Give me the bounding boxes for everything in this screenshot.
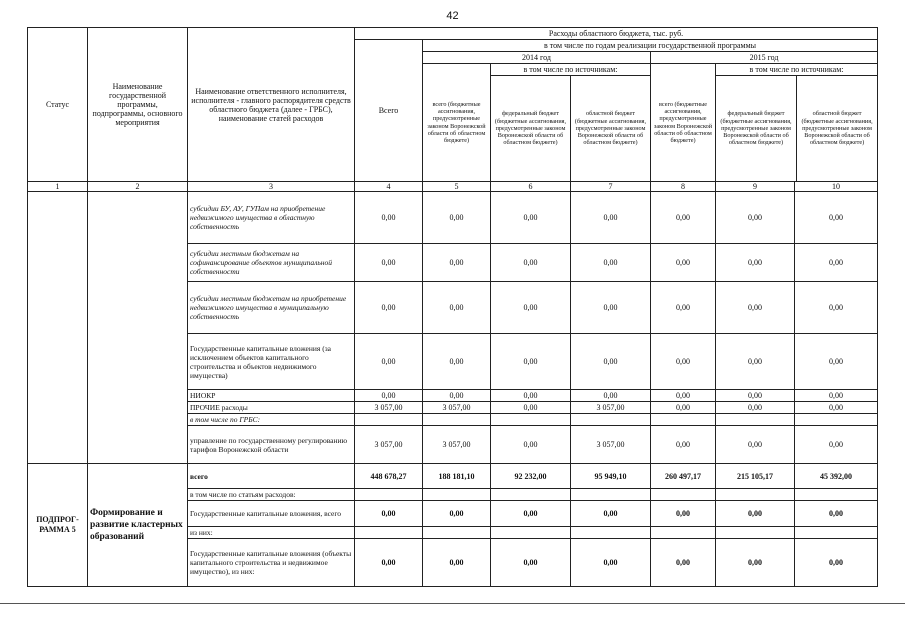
value-cell-empty bbox=[795, 414, 878, 426]
column-number: 5 bbox=[423, 182, 491, 192]
value-cell: 0,00 bbox=[651, 244, 716, 282]
value-cell: 260 497,17 bbox=[651, 464, 716, 489]
value-cell: 0,00 bbox=[491, 426, 571, 464]
header-by-sources-2015: в том числе по источникам: bbox=[716, 64, 877, 76]
column-number: 9 bbox=[716, 182, 795, 192]
column-number: 4 bbox=[355, 182, 423, 192]
page-bottom-rule bbox=[0, 603, 905, 604]
value-cell: 3 057,00 bbox=[571, 426, 651, 464]
value-cell: 0,00 bbox=[795, 390, 878, 402]
column-number: 2 bbox=[88, 182, 188, 192]
value-cell: 0,00 bbox=[795, 244, 878, 282]
header-status: Статус bbox=[28, 28, 88, 182]
value-cell: 0,00 bbox=[716, 282, 795, 334]
subprogram-status: ПОДПРОГ-РАММА 5 bbox=[28, 464, 88, 587]
header-total: Всего bbox=[355, 40, 423, 182]
header-sources-2014 bbox=[491, 64, 651, 182]
value-cell: 0,00 bbox=[795, 426, 878, 464]
value-cell: 0,00 bbox=[423, 501, 491, 527]
value-cell: 0,00 bbox=[491, 402, 571, 414]
value-cell-empty bbox=[571, 414, 651, 426]
value-cell: 0,00 bbox=[491, 390, 571, 402]
row-label: ПРОЧИЕ расходы bbox=[188, 402, 355, 414]
row-label: Государственные капитальные вложения (за исключением объектов капитального строительства и объектов недвижимого имущества) bbox=[188, 334, 355, 390]
table-row bbox=[28, 192, 878, 244]
value-cell: 0,00 bbox=[571, 501, 651, 527]
budget-table bbox=[27, 27, 878, 587]
value-cell: 3 057,00 bbox=[423, 426, 491, 464]
row-label: управление по государственному регулированию тарифов Воронежской области bbox=[188, 426, 355, 464]
value-cell: 0,00 bbox=[423, 539, 491, 587]
column-number: 8 bbox=[651, 182, 716, 192]
value-cell: 0,00 bbox=[571, 334, 651, 390]
value-cell: 0,00 bbox=[571, 282, 651, 334]
value-cell-empty bbox=[716, 489, 795, 501]
value-cell: 0,00 bbox=[795, 402, 878, 414]
value-cell: 0,00 bbox=[716, 539, 795, 587]
value-cell: 0,00 bbox=[355, 192, 423, 244]
value-cell: 0,00 bbox=[651, 192, 716, 244]
value-cell-empty bbox=[491, 527, 571, 539]
row-label: в том числе по ГРБС: bbox=[188, 414, 355, 426]
value-cell: 188 181,10 bbox=[423, 464, 491, 489]
value-cell-empty bbox=[716, 527, 795, 539]
value-cell-empty bbox=[651, 527, 716, 539]
header-all-budget-2014: всего (бюджетные ассигнования, предусмотренные законом Воронежской области об областном бюджете) bbox=[423, 64, 491, 182]
header-all-budget-2015: всего (бюджетные ассигнования, предусмотренные законом Воронежской области об областном бюджете) bbox=[651, 64, 716, 182]
program-cell-empty bbox=[88, 192, 188, 464]
value-cell-empty bbox=[651, 489, 716, 501]
row-label: Государственные капитальные вложения (объекты капитального строительства и недвижимое имущество), из них: bbox=[188, 539, 355, 587]
header-program-name: Наименование государственной программы, подпрограммы, основного мероприятия bbox=[88, 28, 188, 182]
column-number: 3 bbox=[188, 182, 355, 192]
value-cell: 448 678,27 bbox=[355, 464, 423, 489]
row-label: субсидии местным бюджетам на софинансирование объектов муниципальной собственности bbox=[188, 244, 355, 282]
value-cell-empty bbox=[795, 489, 878, 501]
header-year-2014: 2014 год bbox=[423, 52, 651, 64]
status-cell-empty bbox=[28, 192, 88, 464]
value-cell: 0,00 bbox=[716, 334, 795, 390]
column-number: 7 bbox=[571, 182, 651, 192]
value-cell: 0,00 bbox=[355, 244, 423, 282]
row-label: в том числе по статьям расходов: bbox=[188, 489, 355, 501]
value-cell-empty bbox=[355, 527, 423, 539]
value-cell: 0,00 bbox=[355, 501, 423, 527]
header-by-sources-2014: в том числе по источникам: bbox=[491, 64, 650, 76]
value-cell: 95 949,10 bbox=[571, 464, 651, 489]
value-cell: 0,00 bbox=[355, 334, 423, 390]
row-label: субсидии БУ, АУ, ГУПам на приобретение недвижимого имущества в областную собственность bbox=[188, 192, 355, 244]
value-cell: 0,00 bbox=[795, 192, 878, 244]
header-regional-2014: областной бюджет (бюджетные ассигнования, предусмотренные законом Воронежской области об областном бюджете) bbox=[574, 110, 647, 147]
subprogram-name: Формирование и развитие кластерных образований bbox=[88, 464, 188, 587]
value-cell: 0,00 bbox=[716, 390, 795, 402]
value-cell: 0,00 bbox=[491, 244, 571, 282]
value-cell: 0,00 bbox=[651, 282, 716, 334]
header-executor: Наименование ответственного исполнителя, исполнителя - главного распорядителя средств областного бюджета (далее - ГРБС), наименование статей расходов bbox=[188, 28, 355, 182]
value-cell: 0,00 bbox=[571, 539, 651, 587]
value-cell-empty bbox=[355, 489, 423, 501]
value-cell: 0,00 bbox=[571, 390, 651, 402]
value-cell: 0,00 bbox=[795, 282, 878, 334]
value-cell: 0,00 bbox=[423, 334, 491, 390]
page-number: 42 bbox=[446, 10, 459, 22]
value-cell: 0,00 bbox=[355, 282, 423, 334]
header-federal-2014: федеральный бюджет (бюджетные ассигнования, предусмотренные законом Воронежской области об областном бюджете) bbox=[491, 76, 571, 181]
value-cell: 0,00 bbox=[716, 501, 795, 527]
value-cell: 0,00 bbox=[795, 334, 878, 390]
value-cell: 0,00 bbox=[571, 244, 651, 282]
value-cell: 0,00 bbox=[491, 282, 571, 334]
value-cell: 0,00 bbox=[491, 334, 571, 390]
value-cell: 0,00 bbox=[423, 282, 491, 334]
value-cell: 0,00 bbox=[423, 244, 491, 282]
value-cell: 0,00 bbox=[716, 244, 795, 282]
row-label: из них: bbox=[188, 527, 355, 539]
value-cell: 0,00 bbox=[651, 501, 716, 527]
value-cell: 0,00 bbox=[716, 402, 795, 414]
column-number: 1 bbox=[28, 182, 88, 192]
value-cell-empty bbox=[795, 527, 878, 539]
value-cell: 3 057,00 bbox=[355, 426, 423, 464]
value-cell-empty bbox=[571, 527, 651, 539]
row-label: субсидии местным бюджетам на приобретение недвижимого имущества в муниципальную собственность bbox=[188, 282, 355, 334]
value-cell-empty bbox=[651, 414, 716, 426]
value-cell: 0,00 bbox=[716, 192, 795, 244]
value-cell-empty bbox=[716, 414, 795, 426]
value-cell: 215 105,17 bbox=[716, 464, 795, 489]
value-cell: 0,00 bbox=[651, 402, 716, 414]
value-cell: 0,00 bbox=[651, 334, 716, 390]
value-cell-empty bbox=[491, 489, 571, 501]
row-label: всего bbox=[188, 464, 355, 489]
value-cell: 3 057,00 bbox=[355, 402, 423, 414]
value-cell: 0,00 bbox=[491, 501, 571, 527]
value-cell: 0,00 bbox=[651, 426, 716, 464]
row-label: НИОКР bbox=[188, 390, 355, 402]
value-cell: 0,00 bbox=[571, 192, 651, 244]
value-cell: 92 232,00 bbox=[491, 464, 571, 489]
value-cell: 0,00 bbox=[651, 390, 716, 402]
header-year-2015: 2015 год bbox=[651, 52, 878, 64]
value-cell: 0,00 bbox=[355, 539, 423, 587]
value-cell: 0,00 bbox=[716, 426, 795, 464]
value-cell-empty bbox=[571, 489, 651, 501]
value-cell: 0,00 bbox=[491, 192, 571, 244]
value-cell: 0,00 bbox=[651, 539, 716, 587]
value-cell: 0,00 bbox=[795, 539, 878, 587]
value-cell: 3 057,00 bbox=[571, 402, 651, 414]
value-cell-empty bbox=[423, 414, 491, 426]
column-number: 10 bbox=[795, 182, 878, 192]
value-cell: 0,00 bbox=[423, 390, 491, 402]
header-expenses-title: Расходы областного бюджета, тыс. руб. bbox=[355, 28, 878, 40]
header-sources-2015-row bbox=[716, 76, 877, 181]
column-number: 6 bbox=[491, 182, 571, 192]
value-cell: 0,00 bbox=[423, 192, 491, 244]
value-cell: 45 392,00 bbox=[795, 464, 878, 489]
value-cell: 0,00 bbox=[795, 501, 878, 527]
column-numbers-row bbox=[28, 182, 878, 192]
header-sources-2015 bbox=[716, 64, 878, 182]
header-sources-2014-row bbox=[491, 76, 650, 181]
value-cell-empty bbox=[423, 489, 491, 501]
value-cell: 3 057,00 bbox=[423, 402, 491, 414]
value-cell: 0,00 bbox=[355, 390, 423, 402]
value-cell-empty bbox=[355, 414, 423, 426]
value-cell-empty bbox=[491, 414, 571, 426]
value-cell: 0,00 bbox=[491, 539, 571, 587]
header-regional-2015: областной бюджет (бюджетные ассигнования, предусмотренные законом Воронежской области об областном бюджете) bbox=[801, 110, 873, 147]
row-label: Государственные капитальные вложения, всего bbox=[188, 501, 355, 527]
header-federal-2015: федеральный бюджет (бюджетные ассигнования, предусмотренные законом Воронежской области об областном бюджете) bbox=[716, 76, 797, 181]
value-cell-empty bbox=[423, 527, 491, 539]
header-by-years: в том числе по годам реализации государственной программы bbox=[423, 40, 878, 52]
table-row bbox=[28, 464, 878, 489]
